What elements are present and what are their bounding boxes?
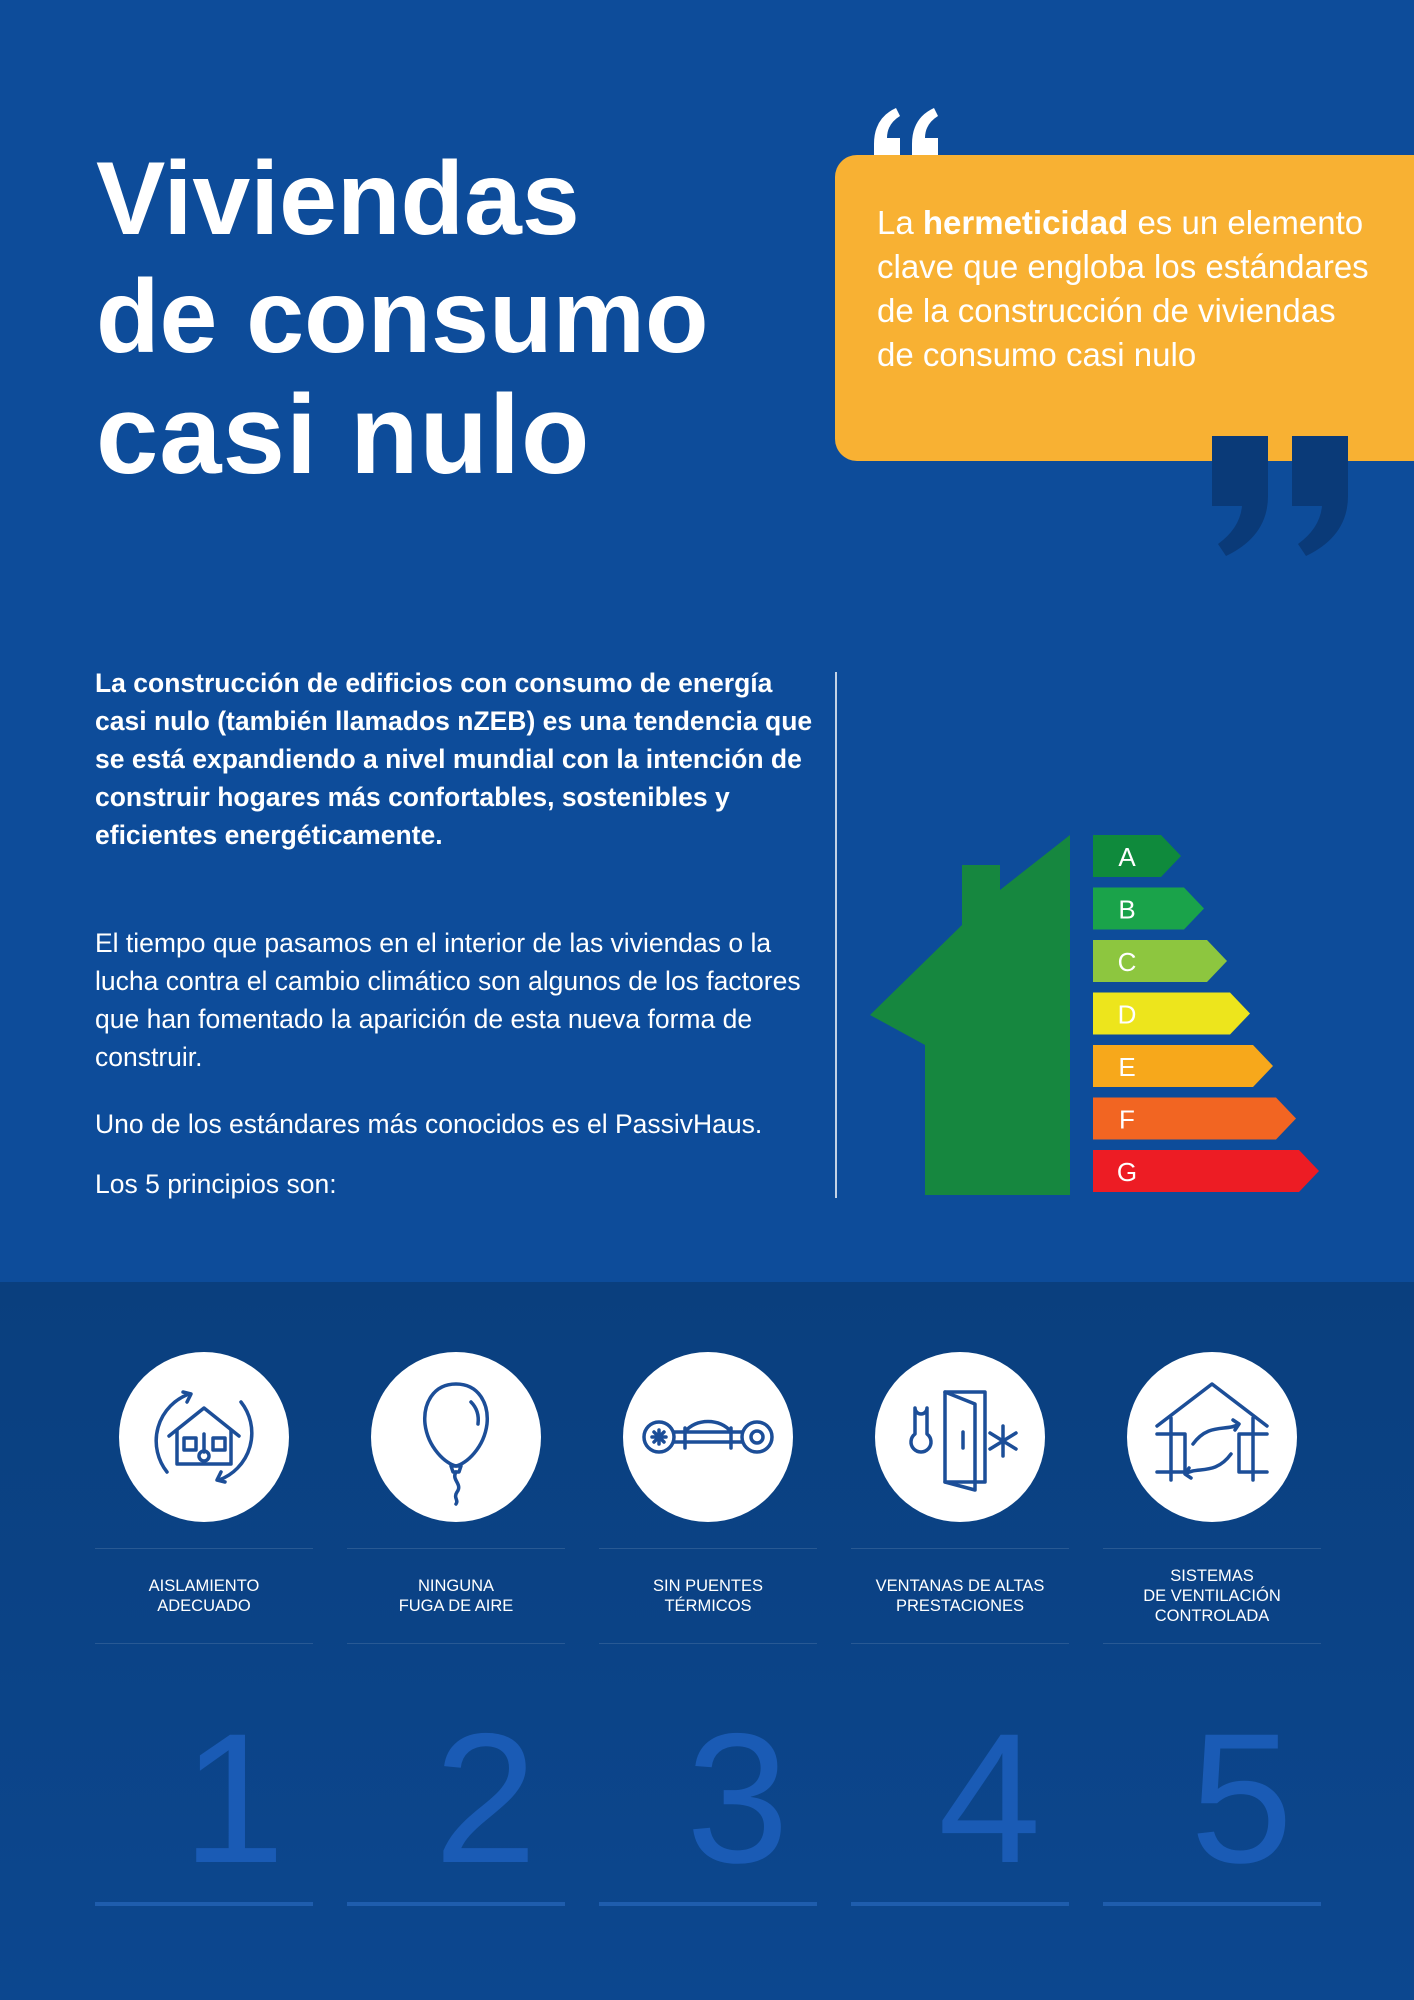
principle-2 (347, 1352, 565, 1902)
principle-label-box (95, 1548, 313, 1644)
title-line-2: de consumo (96, 259, 709, 375)
quote-highlight: hermeticidad (922, 204, 1129, 241)
quote-text: La hermeticidad es un elemento clave que engloba los estándares de la construcción de viviendas de consumo casi nulo (877, 204, 1369, 373)
principle-number: 3 (686, 1696, 789, 1902)
energy-bar-b (1093, 888, 1204, 930)
principle-1 (95, 1352, 313, 1902)
house-silhouite (870, 835, 1070, 1195)
energy-letter-d: D (1117, 999, 1137, 1030)
principle-label-box (347, 1548, 565, 1644)
energy-letter-b: B (1118, 894, 1136, 925)
principle-5 (1103, 1352, 1321, 1902)
energy-letter-f: F (1119, 1104, 1135, 1135)
principle-label-box (599, 1548, 817, 1644)
principle-label: SIN PUENTES TÉRMICOS (652, 1577, 764, 1615)
body-paragraph-1: El tiempo que pasamos en el interior de las viviendas o la lucha contra el cambio climático son algunos de los factores que han fomentado la aparición de esta nueva forma de construir. (95, 928, 801, 1072)
window-icon (875, 1352, 1045, 1522)
page-title (96, 140, 709, 497)
energy-rating-graphic (870, 835, 1330, 1205)
principle-label: NINGUNA FUGA DE AIRE (398, 1577, 514, 1615)
principle-number: 4 (938, 1696, 1041, 1902)
principle-underline (851, 1902, 1069, 1906)
principle-3 (599, 1352, 817, 1902)
energy-bar-c (1093, 940, 1227, 982)
principle-label: AISLAMIENTO ADECUADO (148, 1577, 260, 1615)
principle-label: SISTEMAS DE VENTILACIÓN CONTROLADA (1143, 1567, 1281, 1625)
body-paragraph-3: Los 5 principios son: (95, 1169, 337, 1199)
intro-paragraph: La construcción de edificios con consumo de energía casi nulo (también llamados nZEB) es una tendencia que se está expandiendo a nivel mundial con la intención de construir hogares más confortables, sostenibles y eficientes energéticamente. (95, 668, 813, 850)
principle-underline (599, 1902, 817, 1906)
principle-underline (1103, 1902, 1321, 1906)
title-line-1: Viviendas (96, 141, 580, 257)
divider-line (835, 672, 837, 1198)
principle-number: 5 (1190, 1696, 1293, 1902)
house-insulation-icon (119, 1352, 289, 1522)
close-quote-icon (1212, 436, 1350, 556)
thermal-bridge-icon (623, 1352, 793, 1522)
energy-letter-e: E (1118, 1052, 1136, 1082)
body-paragraph-2: Uno de los estándares más conocidos es el PassivHaus. (95, 1109, 763, 1139)
energy-letter-c: C (1117, 947, 1137, 977)
quote-box (835, 155, 1414, 461)
title-line-3: casi nulo (96, 372, 591, 497)
energy-bar-d (1093, 993, 1250, 1035)
principle-number: 1 (182, 1696, 285, 1902)
energy-bar-a (1093, 835, 1181, 877)
principle-number: 2 (434, 1696, 537, 1902)
principle-underline (347, 1902, 565, 1906)
energy-letter-a: A (1118, 842, 1136, 872)
principle-underline (95, 1902, 313, 1906)
principle-4 (851, 1352, 1069, 1902)
principle-label: VENTANAS DE ALTAS PRESTACIONES (875, 1577, 1045, 1615)
energy-letter-g: G (1116, 1157, 1138, 1187)
ventilation-icon (1127, 1352, 1297, 1522)
principle-label-box (851, 1548, 1069, 1644)
principle-label-box (1103, 1548, 1321, 1644)
balloon-icon (371, 1352, 541, 1522)
